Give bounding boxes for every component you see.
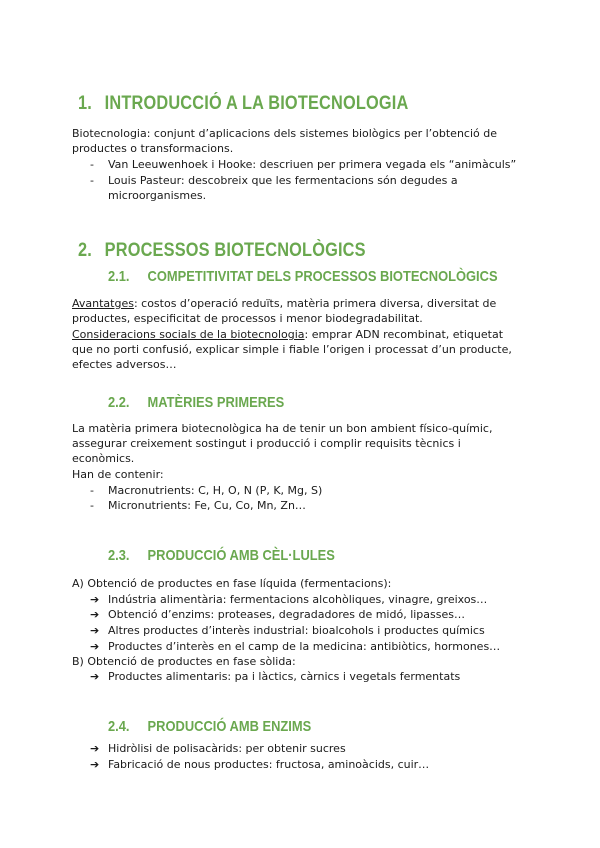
intro-line-1: Biotecnologia: conjunt d’aplicacions dels sistemes biològics per l’obtenció de	[72, 127, 498, 140]
arrow-icon: ➔	[90, 593, 100, 606]
arrow-icon: ➔	[90, 640, 100, 653]
arrow-icon: ➔	[90, 758, 100, 771]
bullet-marker: -	[90, 499, 94, 512]
list-item-hydrolysis: Hidròlisi de polisacàrids: per obtenir sucres	[108, 742, 346, 755]
list-item-micronutrients: Micronutrients: Fe, Cu, Co, Mn, Zn…	[108, 499, 306, 512]
bullet-marker: -	[90, 158, 94, 171]
subsection-2-3-number: 2.3.	[108, 547, 130, 564]
raw-material-line-4: Han de contenir:	[72, 468, 164, 481]
advantages-line-1	[72, 296, 496, 311]
considerations-label: Consideracions socials de la biotecnologia	[72, 328, 305, 341]
arrow-icon: ➔	[90, 670, 100, 683]
subsection-2-2-heading	[108, 394, 284, 411]
list-item-industrial: Altres productes d’interès industrial: bioalcohols i productes químics	[108, 624, 485, 637]
raw-material-line-1: La matèria primera biotecnològica ha de tenir un bon ambient físico-químic,	[72, 422, 493, 435]
section-1-title: INTRODUCCIÓ A LA BIOTECNOLOGIA	[104, 93, 409, 114]
raw-material-line-2: assegurar creixement sostingut i producció i complir requisits tècnics i	[72, 437, 461, 450]
solid-phase-line: B) Obtenció de productes en fase sòlida:	[72, 655, 296, 668]
list-item-food-products: Productes alimentaris: pa i làctics, càrnics i vegetals fermentats	[108, 670, 461, 683]
subsection-2-4-number: 2.4.	[108, 718, 130, 735]
subsection-2-4-heading	[108, 718, 311, 735]
arrow-icon: ➔	[90, 624, 100, 637]
list-item-leeuwenhoek: Van Leeuwenhoek i Hooke: descriuen per primera vegada els “animàculs”	[108, 158, 517, 171]
list-item-new-products: Fabricació de nous productes: fructosa, aminoàcids, cuir…	[108, 758, 430, 771]
section-2-title: PROCESSOS BIOTECNOLÒGICS	[104, 240, 366, 261]
section-2-heading	[78, 240, 366, 262]
advantages-label: Avantatges	[72, 297, 134, 310]
considerations-line-1	[72, 327, 503, 342]
subsection-2-2-title: MATÈRIES PRIMERES	[147, 394, 285, 411]
list-item-medicine: Productes d’interès en el camp de la medicina: antibiòtics, hormones…	[108, 640, 501, 653]
subsection-2-3-title: PRODUCCIÓ AMB CÈL·LULES	[147, 547, 335, 564]
list-item-pasteur-line-2: microorganismes.	[108, 189, 207, 202]
advantages-text: : costos d’operació reduïts, matèria primera diversa, diversitat de	[133, 297, 497, 310]
considerations-text: : emprar ADN recombinat, etiquetat	[304, 328, 504, 341]
section-2-number: 2.	[78, 240, 92, 261]
subsection-2-1-heading	[108, 268, 498, 285]
list-item-pasteur-line-1: Louis Pasteur: descobreix que les fermentacions són degudes a	[108, 174, 458, 187]
advantages-line-2: productes, especificitat de processos i menor biodegradabilitat.	[72, 312, 423, 325]
bullet-marker: -	[90, 484, 94, 497]
arrow-icon: ➔	[90, 742, 100, 755]
subsection-2-4-title: PRODUCCIÓ AMB ENZIMS	[147, 718, 312, 735]
section-1-heading	[78, 93, 408, 115]
subsection-2-1-title: COMPETITIVITAT DELS PROCESSOS BIOTECNOLÒGICS	[147, 268, 498, 285]
subsection-2-2-number: 2.2.	[108, 394, 130, 411]
subsection-2-1-number: 2.1.	[108, 268, 130, 285]
list-item-food-industry: Indústria alimentària: fermentacions alcohòliques, vinagre, greixos…	[108, 593, 488, 606]
bullet-marker: -	[90, 174, 94, 187]
list-item-enzymes: Obtenció d’enzims: proteases, degradadores de midó, lipasses…	[108, 608, 465, 621]
considerations-line-2: que no porti confusió, explicar simple i fiable l’origen i processat d’un producte,	[72, 343, 512, 356]
arrow-icon: ➔	[90, 608, 100, 621]
raw-material-line-3: econòmics.	[72, 452, 135, 465]
considerations-line-3: efectes adversos…	[72, 358, 177, 371]
section-1-number: 1.	[78, 93, 92, 114]
subsection-2-3-heading	[108, 547, 335, 564]
list-item-macronutrients: Macronutrients: C, H, O, N (P, K, Mg, S)	[108, 484, 323, 497]
liquid-phase-line: A) Obtenció de productes en fase líquida (fermentacions):	[72, 577, 392, 590]
intro-line-2: productes o transformacions.	[72, 142, 234, 155]
